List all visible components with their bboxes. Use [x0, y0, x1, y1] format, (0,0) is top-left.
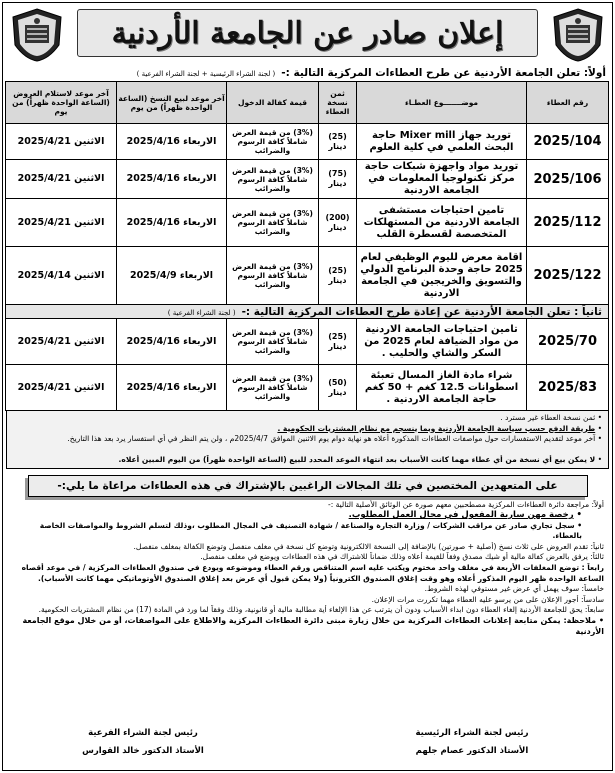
- header-price: ثمن نسخة العطاء: [319, 82, 357, 124]
- condition-item: رابعاً : توضع المغلفات الأربعة في مغلف واحد مختوم ويكتب عليه اسم المتناقص ورقم العطاء وموضوعه ويودع في صندوق العطاءات المركزية / في موعد أقصاه الساعة الواحدة ظهر اليوم المذكور أعلاه وهو وقت إغلاق الصندوق الكترونياً (ولا يمكن قبول أي عرض بعد إغلاق الصندوق الأوتوماتيكي مهما كانت الأسباب).: [21, 563, 604, 583]
- university-logo-icon: [550, 7, 606, 63]
- header-buy-deadline: آخر موعد لبيع النسخ (الساعة الواحدة ظهراً) من يوم: [117, 82, 227, 124]
- header-bond: قيمة كفالة الدخول: [227, 82, 319, 124]
- bidders-banner: على المتعهدين المختصين في تلك المجالات الراغبين بالإشتراك في هذه العطاءات مراعاة ما يلي:-: [28, 475, 588, 497]
- table-row: 2025/112 تامين احتياجات مستشفى الجامعة الاردنية من المستهلكات المتخصصة لقسطرة القلب (200) دينار (3%) من قيمة العرض شاملاً كافة الرسوم والضرائب الاربعاء 2025/4/16 الاثنين 2025/4/21: [6, 199, 609, 247]
- header-num: رقم العطاء: [527, 82, 609, 124]
- note-item: • لا يمكن بيع أي نسخة من أي عطاء مهما كانت الأسباب بعد انتهاء الموعد المحدد للبيع (الساعة الواحدة ظهراً) من اليوم المبين أعلاه.: [118, 455, 602, 464]
- header-receive-deadline: آخر موعد لاستلام العروض (الساعة الواحدة ظهراً) من يوم: [6, 82, 117, 124]
- note-item: • آخر موعد لتقديم الاستفسارات حول مواصفات العطاءات المذكورة أعلاه هو نهاية دوام يوم الاثنين الموافق 2025/4/7م ، ولن يتم النظر في أي استفسار يرد بعد هذا التاريخ.: [67, 434, 602, 443]
- condition-item: ثالثاً: يرفق بالعرض كفالة مالية أو شيك مصدق وفقاً للقيمة أعلاه وذلك ضماناً للاشتراك في هذه العطاءات ويوضع في مغلف منفصل.: [200, 552, 604, 562]
- table-row: 2025/104 توريد جهاز Mixer mill حاجة البحث العلمي في كلية العلوم (25) دينار (3%) من قيمة العرض شاملاً كافة الرسوم والضرائب الاربعاء 2025/4/16 الاثنين 2025/4/21: [6, 124, 609, 160]
- announcement-page: [2, 2, 613, 771]
- condition-item: أولاً: مراجعة دائرة العطاءات المركزية مصطحبين معهم صورة عن الوثائق الأصلية التالية :-: [328, 499, 604, 509]
- table-row: 2025/83 شراء مادة الغاز المسال تعبئة اسطوانات 12.5 كغم + 50 كغم حاجة الجامعة الاردنية . (50) دينار (3%) من قيمة العرض شاملاً كافة الرسوم والضرائب الاربعاء 2025/4/16 الاثنين 2025/4/21: [6, 365, 609, 411]
- bids-table: [5, 81, 609, 411]
- header: [3, 3, 612, 65]
- table-row: 2025/70 تامين احتياجات الجامعة الاردنية من مواد الضيافة لعام 2025 من السكر والشاي والحليب . (25) دينار (3%) من قيمة العرض شاملاً كافة الرسوم والضرائب الاربعاء 2025/4/16 الاثنين 2025/4/21: [6, 319, 609, 365]
- notes-box: [6, 411, 609, 469]
- conditions-list: [3, 497, 612, 641]
- section1-title: أولاً: تعلن الجامعة الأردنية عن طرح العطاءات المركزية التالية :- ( لجنة الشراء الرئيسية + لجنة الشراء الفرعية ): [136, 67, 606, 79]
- table-row: 2025/122 اقامة معرض لليوم الوظيفي لعام 2025 حاجة وحدة البرنامج الدولي والتسويق والخريجين في الجامعة الاردنية (25) دينار (3%) من قيمة العرض شاملاً كافة الرسوم والضرائب الاربعاء 2025/4/9 الاثنين 2025/4/14: [6, 247, 609, 305]
- note-item: • ثمن نسخة العطاء غير مسترد .: [500, 413, 602, 422]
- table-row: 2025/106 توريد مواد واجهزة شبكات حاجة مركز تكنولوجيا المعلومات في الجامعة الاردنية (75) دينار (3%) من قيمة العرض شاملاً كافة الرسوم والضرائب الاربعاء 2025/4/16 الاثنين 2025/4/21: [6, 160, 609, 199]
- header-subject: موضـــــــوع العطـاء: [357, 82, 527, 124]
- note-item: • طريقة الدفع حسب سياسة الجامعة الأردنية وبما ينسجم مع نظام المشتريات الحكومية .: [277, 423, 602, 433]
- condition-item: • ملاحظة: يمكن متابعة إعلانات العطاءات المركزية من خلال زيارة مبنى دائرة العطاءات المركزية والاطلاع على المواصفات، أو من خلال موقع الجامعة الأردنية: [22, 616, 604, 636]
- signature-main-committee: رئيس لجنة الشراء الرئيسية الأستاذ الدكتور عصام جلهم: [415, 728, 529, 756]
- condition-item: • رخصة مهن سارية المفعول في مجال العمل المطلوب.: [348, 510, 582, 521]
- condition-item: سادساً: أجور الإعلان على من يرسو عليه العطاء مهما تكررت مرات الإعلان.: [371, 594, 604, 604]
- table-header-row: [6, 82, 609, 124]
- section2-title-row: [6, 305, 609, 319]
- condition-item: سابعاً: يحق للجامعة الأردنية إلغاء العطاء دون ابداء الأسباب ودون أن يترتب عن هذا الإلغاء أية مطالبة مالية أو قانونية، وذلك وفقاً لما ورد في المادة (17) من نظام المشتريات الحكومية.: [38, 605, 604, 615]
- university-logo-icon: [9, 7, 65, 63]
- condition-item: ثانياً: تقدم العروض على ثلاث نسخ (أصلية + صورتين) بالإضافة إلى النسخة الالكترونية وتوضع كل نسخة في مغلف منفصل وتوضع الكفالة بمغلف منفصل.: [133, 541, 604, 551]
- section2-title: ثانياً : تعلن الجامعة الأردنية عن إعادة طرح العطاءات المركزية التالية :- ( لجنة الشراء الفرعية ): [167, 305, 602, 318]
- signatures: [3, 724, 612, 764]
- condition-item: خامساً: سوف يهمل أي عرض غير مستوفي لهذه الشروط.: [424, 584, 604, 594]
- condition-item: • سجل تجاري صادر عن مراقب الشركات / وزارة التجارة والصناعة / شهادة التصنيف في المجال المطلوب ،وذلك لتسلم الشروط والمواصفات الخاصة بالعطاء.: [39, 520, 582, 541]
- title-text: إعلان صادر عن الجامعة الأردنية: [111, 15, 504, 51]
- signature-sub-committee: رئيس لجنة الشراء الفرعية الأستاذ الدكتور خالد القوارس: [82, 728, 204, 756]
- announcement-title: [77, 9, 538, 57]
